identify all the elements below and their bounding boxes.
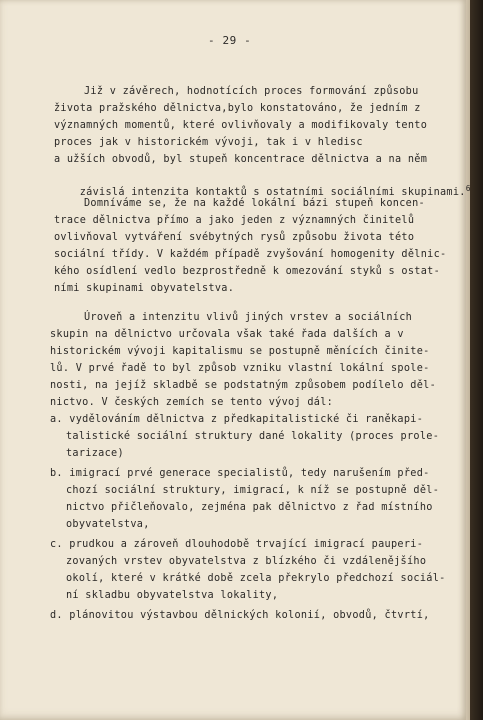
text-line: a užších obvodů, byl stupeň koncentrace dělnictva a na něm — [54, 154, 428, 165]
text-line: historickém vývoji kapitalismu se postupně měnících činite- — [50, 346, 430, 357]
text-line: významných momentů, které ovlivňovaly a modifikovaly tento — [54, 120, 428, 131]
text-line: proces jak v historickém vývoji, tak i v hledisc — [54, 137, 363, 148]
text-line: života pražského dělnictva,bylo konstatováno, že jedním z — [54, 103, 421, 114]
list-item-b: b. imigrací prvé generace specialistů, tedy narušením před- — [50, 468, 430, 479]
text-line-content: závislá intenzita kontaktů s ostatními sociálními skupinami. — [79, 187, 466, 198]
book-spine-shadow — [470, 0, 483, 720]
text-line: ovlivňoval vytváření svébytných rysů způsobu života této — [54, 232, 415, 243]
text-line: kého osídlení vedlo bezprostředně k omezování styků s ostat- — [54, 266, 441, 277]
text-line: nictvo. V českých zemích se tento vývoj dál: — [50, 397, 334, 408]
text-line: Úroveň a intenzitu vlivů jiných vrstev a sociálních — [84, 312, 413, 323]
text-line: ními skupinami obyvatelstva. — [54, 283, 235, 294]
text-line: ní skladbu obyvatelstva lokality, — [66, 590, 279, 601]
text-line: nosti, na jejíž skladbě se podstatným způsobem podílelo děl- — [50, 380, 437, 391]
text-line: okolí, které v krátké době zcela překrylo předchozí sociál- — [66, 573, 446, 584]
page-number: - 29 - — [208, 34, 252, 47]
text-line: lů. V prvé řadě to byl způsob vzniku vlastní lokální spole- — [50, 363, 430, 374]
text-line: nictvo přičleňovalo, zejména pak dělnictvo z řad místního — [66, 502, 433, 513]
list-item-d: d. plánovitou výstavbou dělnických kolonií, obvodů, čtvrtí, — [50, 610, 430, 621]
text-line: obyvatelstva, — [66, 519, 150, 530]
text-line: Již v závěrech, hodnotících proces formování způsobu — [84, 86, 419, 97]
footnote-marker: 6 — [465, 184, 471, 193]
text-line: chozí sociální struktury, imigrací, k níž se postupně děl- — [66, 485, 440, 496]
text-line: trace dělnictva přímo a jako jeden z významných činitelů — [54, 215, 415, 226]
list-item-a: a. vydělováním dělnictva z předkapitalistické či raněkapi- — [50, 414, 424, 425]
text-line: zovaných vrstev obyvatelstva z blízkého či vzdálenějšího — [66, 556, 427, 567]
text-line: tarizace) — [66, 448, 124, 459]
text-line: sociální třídy. V každém případě zvyšování homogenity dělnic- — [54, 249, 447, 260]
text-line: Domníváme se, že na každé lokální bázi stupeň koncen- — [84, 198, 425, 209]
text-line: talistické sociální struktury dané lokality (proces prole- — [66, 431, 440, 442]
text-line: skupin na dělnictvo určovala však také řada dalších a v — [50, 329, 404, 340]
list-item-c: c. prudkou a zároveň dlouhodobě trvající imigrací pauperi- — [50, 539, 424, 550]
